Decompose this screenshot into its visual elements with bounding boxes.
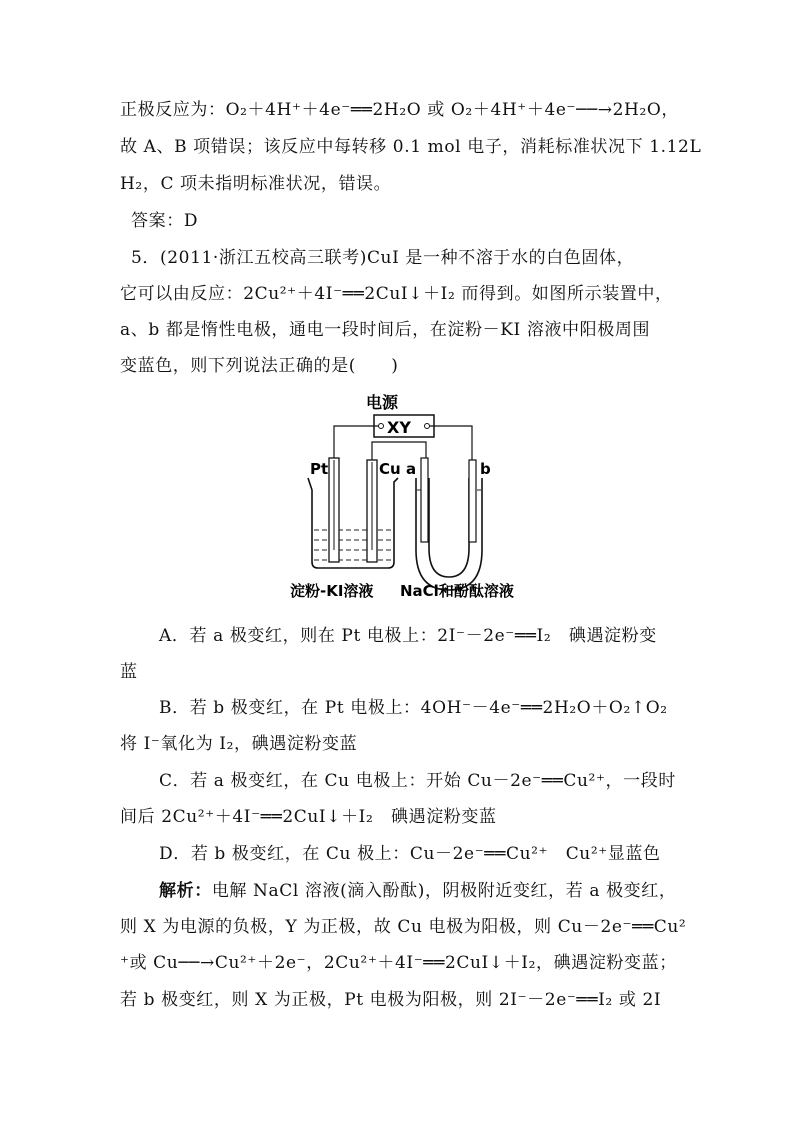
- option-b-line: B．若 b 极变红，在 Pt 电极上：4OH⁻－4e⁻══2H₂O＋O₂↑O₂: [159, 698, 668, 718]
- option-c-line: C．若 a 极变红，在 Cu 电极上：开始 Cu－2e⁻══Cu²⁺，一段时: [159, 771, 676, 791]
- analysis-label: 解析：: [159, 881, 212, 901]
- left-solution-caption: 淀粉-KI溶液: [290, 582, 374, 600]
- cu-label: Cu: [379, 460, 401, 478]
- answer-value: D: [183, 211, 199, 231]
- answer-line: [131, 211, 691, 231]
- question-5-line: a、b 都是惰性电极，通电一段时间后，在淀粉－KI 溶液中阳极周围: [120, 320, 651, 340]
- question-5-line: 变蓝色，则下列说法正确的是( ): [120, 356, 399, 376]
- option-c-line: 间后 2Cu²⁺＋4I⁻══2CuI↓＋I₂ 碘遇淀粉变蓝: [120, 807, 497, 827]
- a-electrode: [421, 458, 428, 542]
- wire-y-to-b: [430, 426, 472, 460]
- pt-label: Pt: [310, 460, 329, 478]
- option-a-line: A．若 a 极变红，则在 Pt 电极上：2I⁻－2e⁻══I₂ 碘遇淀粉变: [159, 626, 657, 646]
- question-5-line: 5．(2011·浙江五校高三联考)CuI 是一种不溶于水的白色固体，: [131, 248, 635, 268]
- terminal-y: [425, 424, 430, 429]
- power-label: 电源: [366, 393, 399, 412]
- right-solution-caption: NaCl和酚酞溶液: [400, 582, 514, 600]
- analysis-line: ⁺或 Cu──→Cu²⁺＋2e⁻，2Cu²⁺＋4I⁻══2CuI↓＋I₂，碘遇淀粉变蓝；: [120, 953, 677, 973]
- wire-x-to-pt: [334, 426, 378, 458]
- left-solution-level: [314, 530, 392, 560]
- text-line: H₂，C 项未指明标准状况，错误。: [120, 174, 392, 194]
- electrolysis-diagram: [286, 390, 538, 608]
- analysis-text: 电解 NaCl 溶液(滴入酚酞)，阴极附近变红，若 a 极变红，: [211, 881, 677, 901]
- text-line: 正极反应为：O₂＋4H⁺＋4e⁻══2H₂O 或 O₂＋4H⁺＋4e⁻──→2H₂O，: [120, 100, 680, 120]
- a-label: a: [406, 460, 417, 478]
- analysis-line: [159, 881, 719, 901]
- u-tube-inner: [429, 478, 469, 577]
- analysis-line: 则 X 为电源的负极，Y 为正极，故 Cu 电极为阳极，则 Cu－2e⁻══Cu²: [120, 917, 687, 937]
- terminal-x: [379, 424, 384, 429]
- xy-label: XY: [387, 418, 411, 437]
- beaker: [308, 478, 398, 568]
- option-a-line: 蓝: [120, 662, 138, 682]
- b-label: b: [480, 460, 491, 478]
- option-d-line: D．若 b 极变红，在 Cu 极上：Cu－2e⁻══Cu²⁺ Cu²⁺显蓝色: [159, 844, 661, 864]
- option-b-line: 将 I⁻氧化为 I₂，碘遇淀粉变蓝: [120, 734, 358, 754]
- wire-cu-to-a: [372, 442, 426, 460]
- analysis-line: 若 b 极变红，则 X 为正极，Pt 电极为阳极，则 2I⁻－2e⁻══I₂ 或 2I: [120, 990, 662, 1010]
- b-electrode: [469, 460, 476, 542]
- question-5-line: 它可以由反应：2Cu²⁺＋4I⁻══2CuI↓＋I₂ 而得到。如图所示装置中，: [120, 284, 673, 304]
- answer-label: 答案：: [131, 211, 184, 231]
- text-line: 故 A、B 项错误；该反应中每转移 0.1 mol 电子，消耗标准状况下 1.12L: [120, 137, 702, 157]
